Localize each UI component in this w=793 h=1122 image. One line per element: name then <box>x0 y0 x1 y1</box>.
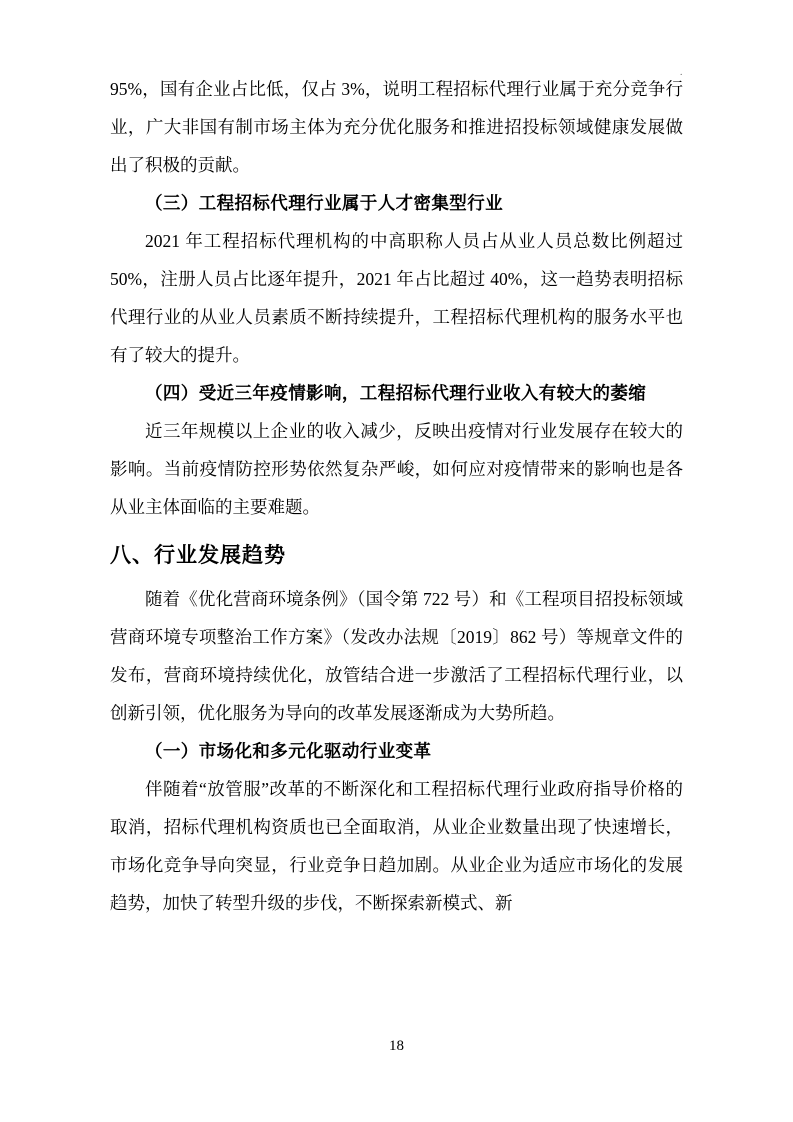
paragraph-talent-intensive: 2021 年工程招标代理机构的中高职称人员占从业人员总数比例超过 50%，注册人员占比逐年提升，2021 年占比超过 40%，这一趋势表明招标代理行业的从业人员素质不断持续提升，工程招标代理机构的服务水平也有了较大的提升。 <box>110 231 683 365</box>
margin-dot-mark: · <box>679 69 683 81</box>
paragraph-policy-documents: 随着《优化营商环境条例》（国令第 722 号）和《工程项目招投标领域营商环境专项整治工作方案》（发改办法规〔2019〕862 号）等规章文件的发布，营商环境持续优化，放管结合进一步激活了工程招标代理行业，以创新引领，优化服务为导向的改革发展逐渐成为大势所趋。 <box>110 589 683 723</box>
paragraph-market-competition: 95%，国有企业占比低，仅占 3%，说明工程招标代理行业属于充分竞争行业，广大非国有制市场主体为充分优化服务和推进招投标领域健康发展做出了积极的贡献。 <box>110 79 683 175</box>
paragraph-pandemic-impact: 近三年规模以上企业的收入减少，反映出疫情对行业发展存在较大的影响。当前疫情防控形势依然复杂严峻，如何应对疫情带来的影响也是各从业主体面临的主要难题。 <box>110 421 683 517</box>
page-number: 18 <box>389 1038 404 1054</box>
paragraph-marketization: 伴随着“放管服”改革的不断深化和工程招标代理行业政府指导价格的取消，招标代理机构资质也已全面取消，从业企业数量出现了快速增长，市场化竞争导向突显，行业竞争日趋加剧。从业企业为适应市场化的发展趋势，加快了转型升级的步伐，不断探索新模式、新 <box>110 779 683 913</box>
subheading-pandemic-impact: （四）受近三年疫情影响，工程招标代理行业收入有较大的萎缩 <box>145 383 647 403</box>
section-heading-industry-trends: 八、行业发展趋势 <box>110 543 286 567</box>
subheading-talent-intensive: （三）工程招标代理行业属于人才密集型行业 <box>145 193 503 213</box>
page-content <box>110 70 683 922</box>
subheading-marketization: （一）市场化和多元化驱动行业变革 <box>145 741 432 761</box>
